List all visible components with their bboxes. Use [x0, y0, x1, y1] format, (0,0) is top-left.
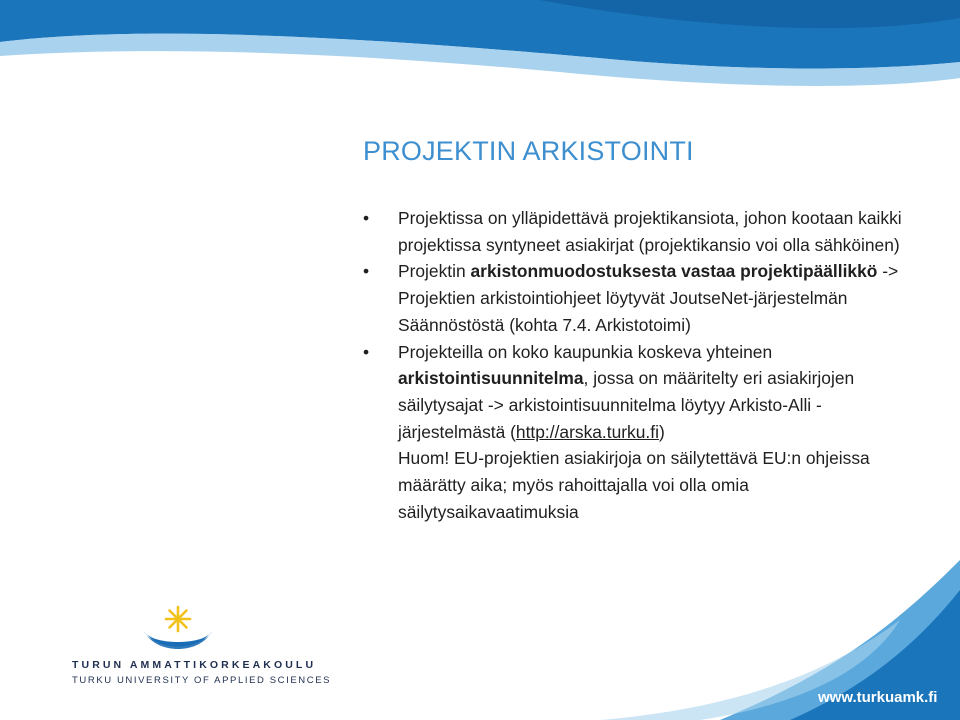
bullet-list	[363, 205, 923, 525]
logo-name-finnish: TURUN AMMATTIKORKEAKOULU	[72, 659, 317, 671]
logo-name-english: TURKU UNIVERSITY OF APPLIED SCIENCES	[72, 675, 332, 686]
bullet-text: -> Projektien arkistointiohjeet löytyvät JoutseNet-järjestelmän Säännöstöstä (kohta 7.4. Arkistotoimi)	[398, 261, 899, 335]
logo-emblem-icon	[142, 603, 214, 655]
header-wave-decoration	[0, 0, 960, 110]
bullet-dot-icon: •	[363, 208, 370, 228]
bullet-text-bold: arkistonmuodostuksesta vastaa projektipäällikkö	[470, 261, 878, 282]
bullet-text: )	[658, 421, 665, 442]
slide-title: PROJEKTIN ARKISTOINTI	[363, 136, 694, 166]
bullet-text-bold: arkistointisuunnitelma	[398, 368, 584, 389]
bullet-dot-icon: •	[363, 341, 370, 362]
bullet-item-archive-responsibility	[363, 258, 923, 338]
eu-note-text: Huom! EU-projektien asiakirjoja on säilytettävä EU:n ohjeissa määrätty aika; myös rahoittajalla voi olla omia säilytysaikavaatimuksia	[398, 448, 870, 522]
footer-website-url: www.turkuamk.fi	[818, 689, 938, 706]
bullet-dot-icon: •	[363, 261, 370, 282]
bullet-text: , jossa on määritelty eri asiakirjojen säilytysajat -> arkistointisuunnitelma löytyy Arkisto-Alli -järjestelmästä (	[398, 368, 855, 442]
bullet-text: Projektissa on ylläpidettävä projektikansiota, johon kootaan kaikki projektissa syntyneet asiakirjat (projektikansio voi olla sähköinen)	[398, 208, 902, 255]
university-logo	[72, 603, 332, 688]
bullet-text: Projekteilla on koko kaupunkia koskeva yhteinen	[398, 341, 773, 362]
bullet-item-project-folder	[363, 205, 923, 258]
bullet-text: Projektin	[398, 261, 471, 282]
arska-link[interactable]: http://arska.turku.fi	[515, 421, 659, 442]
bullet-item-archive-plan	[363, 339, 923, 446]
